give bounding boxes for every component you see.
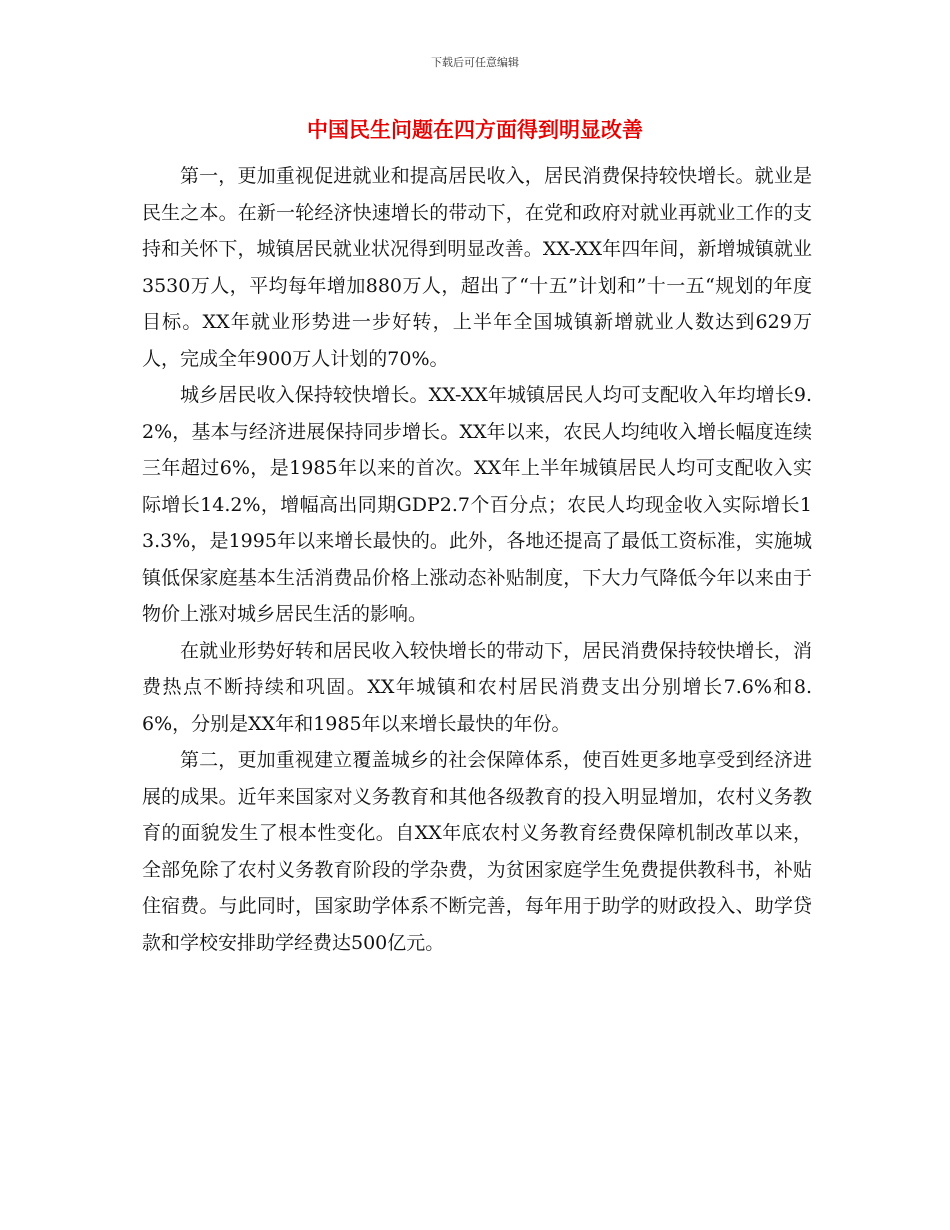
- document-title: 中国民生问题在四方面得到明显改善: [307, 118, 643, 142]
- paragraph-income: 城乡居民收入保持较快增长。XX-XX年城镇居民人均可支配收入年均增长9.2%，基本与经济进展保持同步增长。XX年以来，农民人均纯收入增长幅度连续三年超过6%，是1985年以来的首次。XX年上半年城镇居民人均可支配收入实际增长14.2%，增幅高出同期GDP2.7个百分点；农民人均现金收入实际增长13.3%，是1995年以来增长最快的。此外，各地还提高了最低工资标准，实施城镇低保家庭基本生活消费品价格上涨动态补贴制度，下大力气降低今年以来由于物价上涨对城乡居民生活的影响。: [142, 384, 812, 625]
- paragraph-social-security: 第二，更加重视建立覆盖城乡的社会保障体系，使百姓更多地享受到经济进展的成果。近年来国家对义务教育和其他各级教育的投入明显增加，农村义务教育的面貌发生了根本性变化。自XX年底农村义务教育经费保障机制改革以来，全部免除了农村义务教育阶段的学杂费，为贫困家庭学生免费提供教科书，补贴住宿费。与此同时，国家助学体系不断完善，每年用于助学的财政投入、助学贷款和学校安排助学经费达500亿元。: [142, 749, 812, 954]
- document-body: [142, 158, 812, 961]
- paragraph-consumption: 在就业形势好转和居民收入较快增长的带动下，居民消费保持较快增长，消费热点不断持续和巩固。XX年城镇和农村居民消费支出分别增长7.6%和8.6%，分别是XX年和1985年以来增长最快的年份。: [142, 639, 812, 735]
- paragraph-employment: 第一，更加重视促进就业和提高居民收入，居民消费保持较快增长。就业是民生之本。在新一轮经济快速增长的带动下，在党和政府对就业再就业工作的支持和关怀下，城镇居民就业状况得到明显改善。XX-XX年四年间，新增城镇就业3530万人，平均每年增加880万人，超出了“十五”计划和”十一五“规划的年度目标。XX年就业形势进一步好转，上半年全国城镇新增就业人数达到629万人，完成全年900万人计划的70%。: [142, 165, 812, 370]
- header-note: 下载后可任意编辑: [431, 56, 519, 69]
